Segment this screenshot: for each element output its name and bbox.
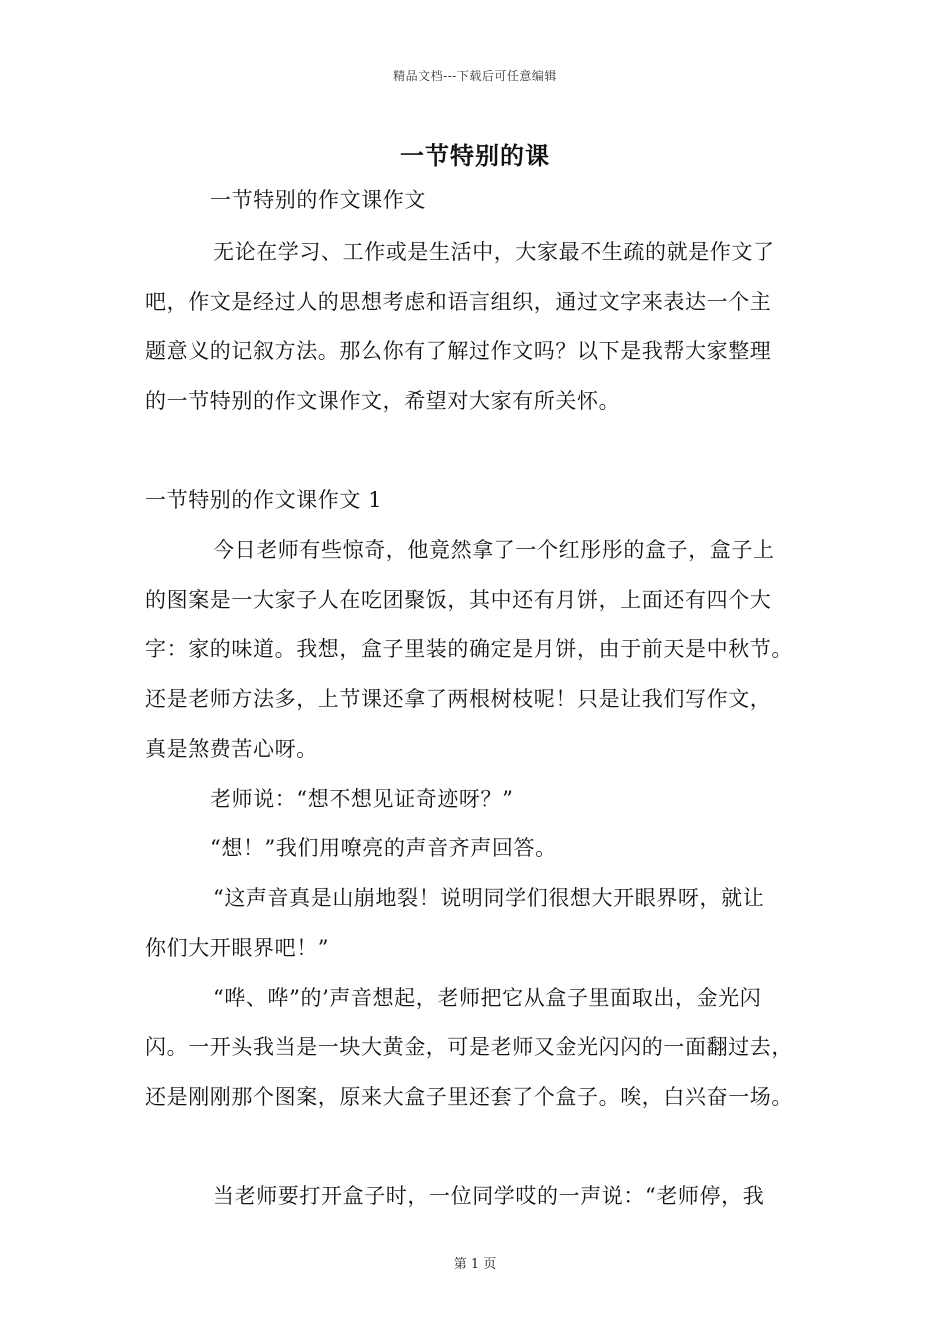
paragraph-line: 真是煞费苦心呀。: [145, 737, 318, 761]
paragraph-line: 的一节特别的作文课作文，希望对大家有所关怀。: [145, 389, 621, 413]
page-header: 精品文档---下载后可任意编辑: [393, 69, 557, 83]
paragraph-line: 还是刚刚那个图案，原来大盒子里还套了个盒子。唉，白兴奋一场。: [145, 1085, 793, 1109]
subtitle-line: 一节特别的作文课作文: [210, 188, 426, 212]
paragraph-line: 今日老师有些惊奇，他竟然拿了一个红彤彤的盒子，盒子上: [213, 538, 775, 562]
paragraph-line: 题意义的记叙方法。那么你有了解过作文吗？以下是我帮大家整理: [145, 339, 772, 363]
section-heading: 一节特别的作文课作文 1: [145, 488, 383, 512]
paragraph-line: 无论在学习、工作或是生活中，大家最不生疏的就是作文了: [213, 240, 775, 264]
paragraph-line: 还是老师方法多，上节课还拿了两根树枝呢！只是让我们写作文，: [145, 687, 772, 711]
paragraph-line: “想！”我们用嘹亮的声音齐声回答。: [210, 836, 557, 860]
document-title: 一节特别的课: [400, 141, 550, 170]
paragraph-line: “这声音真是山崩地裂！说明同学们很想大开眼界呀，就让: [213, 886, 765, 910]
paragraph-line: 闪。一开头我当是一块大黄金，可是老师又金光闪闪的一面翻过去，: [145, 1035, 793, 1059]
paragraph-line: 吧，作文是经过人的思想考虑和语言组织，通过文字来表达一个主: [145, 290, 772, 314]
paragraph-line: 当老师要打开盒子时，一位同学哎的一声说：“老师停，我: [213, 1184, 765, 1208]
paragraph-line: 你们大开眼界吧！”: [145, 936, 330, 960]
paragraph-line: 的图案是一大家子人在吃团聚饭，其中还有月饼，上面还有四个大: [145, 588, 772, 612]
paragraph-line: 字：家的味道。我想，盒子里装的确定是月饼，由于前天是中秋节。: [145, 637, 793, 661]
paragraph-line: 老师说：“想不想见证奇迹呀？”: [210, 787, 514, 811]
page-number: 第 1 页: [453, 1257, 497, 1272]
paragraph-line: “哗、哗”的’声音想起，老师把它从盒子里面取出，金光闪: [213, 986, 762, 1010]
